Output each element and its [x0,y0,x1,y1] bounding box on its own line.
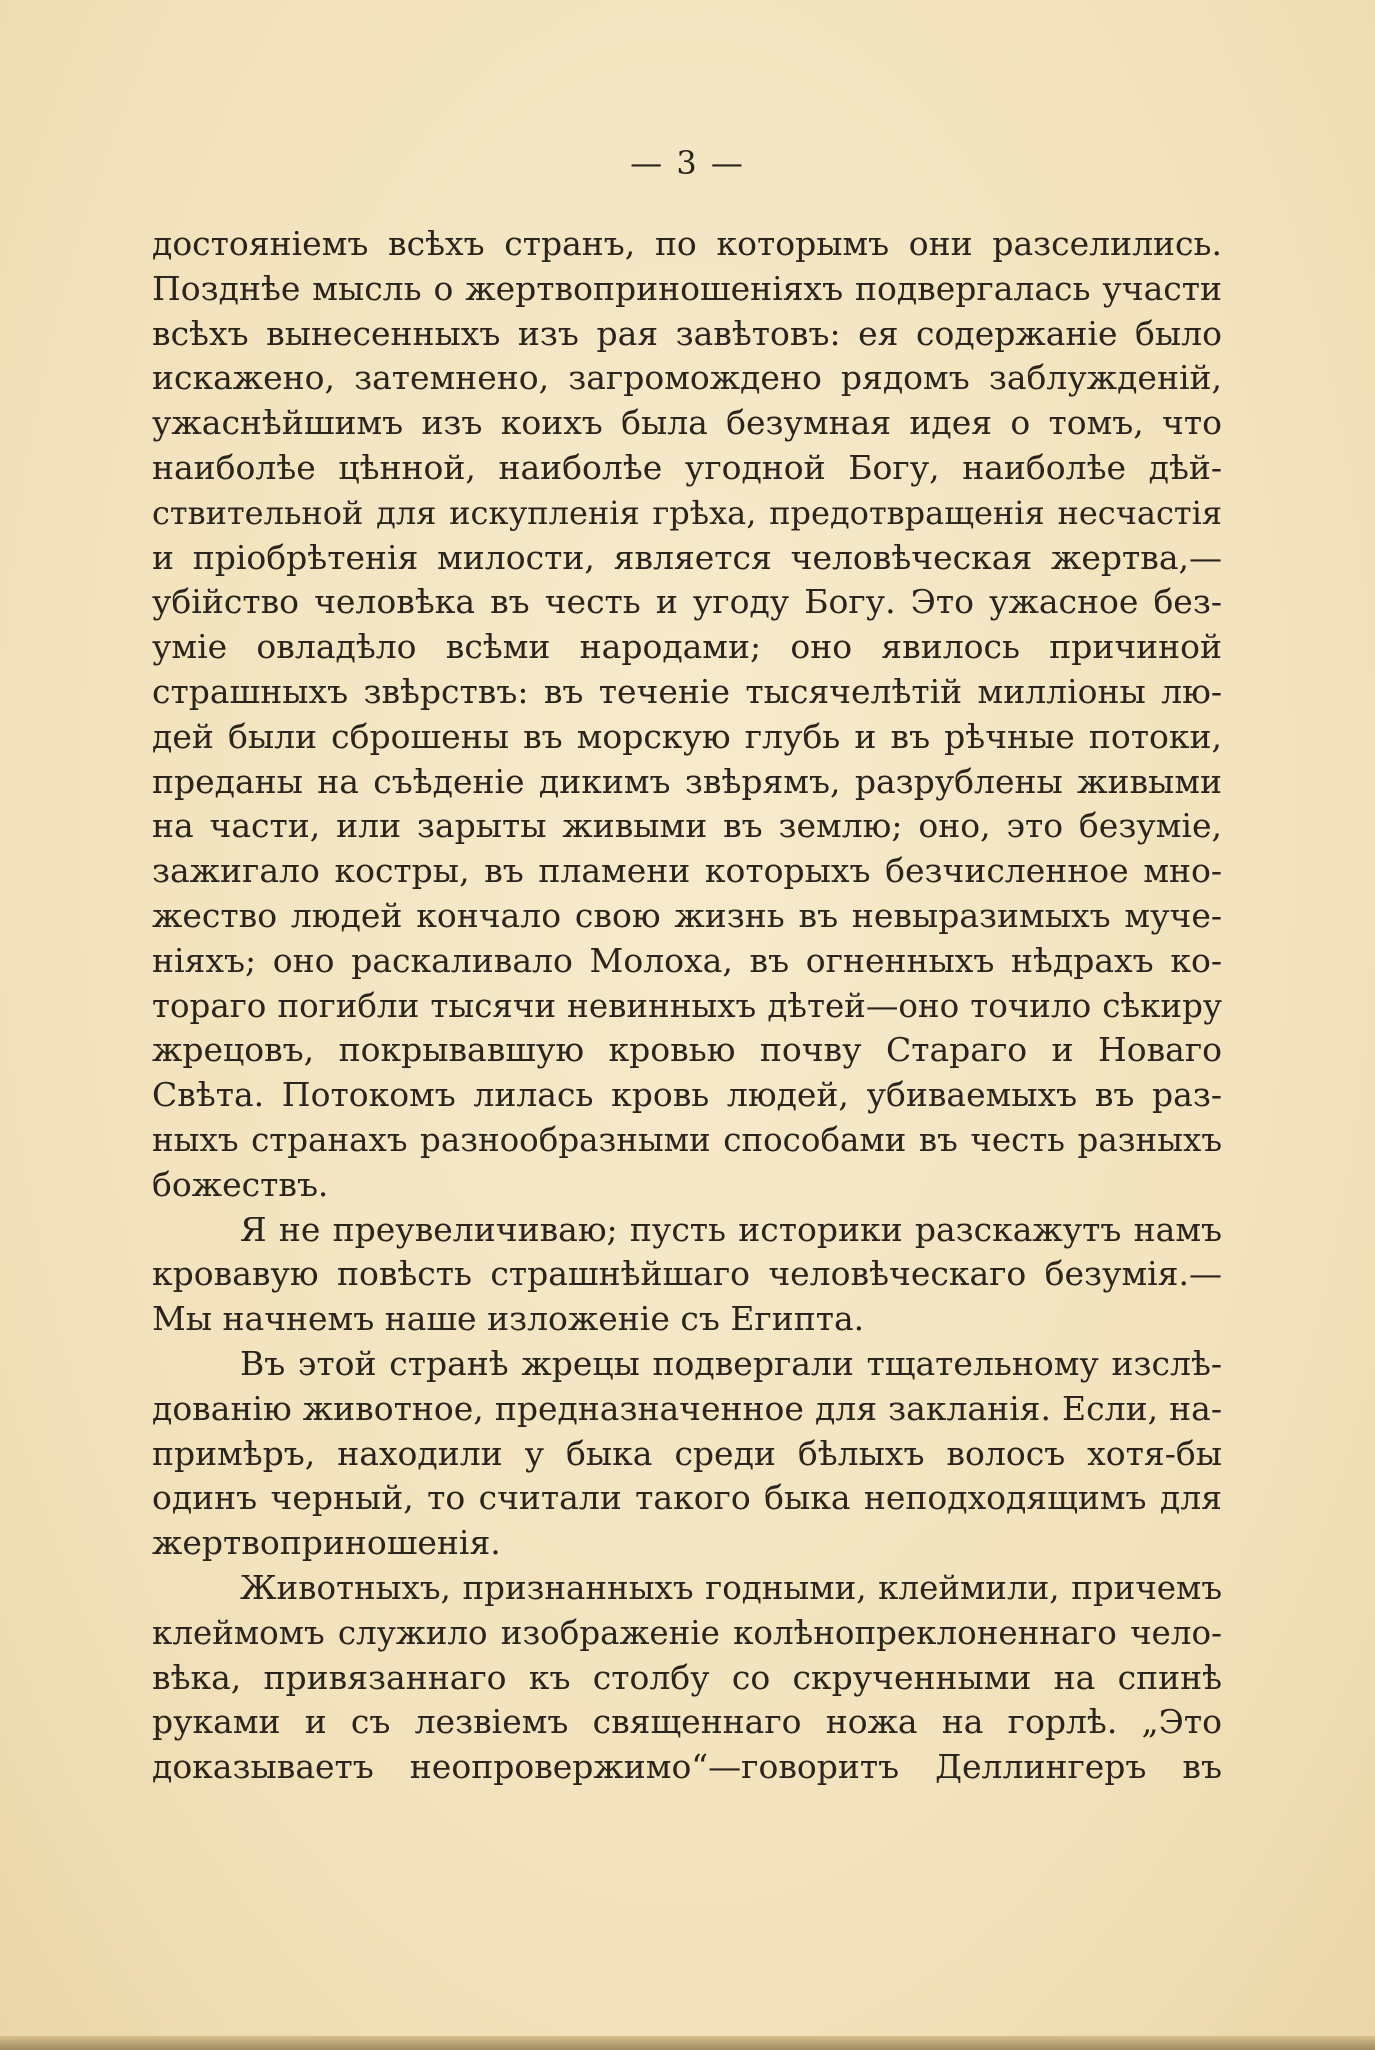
text-line: доказываетъ неопровержимо“—говоритъ Деллингеръ въ [152,1747,1222,1787]
text-line: руками и съ лезвiемъ священнаго ножа на горлѣ. „Это [152,1702,1222,1742]
text-line: Я не преувеличиваю; пусть историки разскажутъ намъ [240,1209,1222,1249]
text-line: дей были сброшены въ морскую глубь и въ рѣчные потоки, [152,716,1222,756]
text-line: жертвоприношенiя. [152,1523,501,1563]
page-number: — 3 — [630,144,745,182]
text-line: дованiю животное, предназначенное для закланiя. Если, на- [152,1388,1222,1428]
text-line: искажено, затемнено, загромождено рядомъ заблужденiй, [152,358,1222,398]
body-text [152,222,1222,1790]
text-line: жество людей кончало свою жизнь въ невыразимыхъ муче- [152,895,1222,935]
text-line: ствительной для искупленiя грѣха, предотвращенiя несчастiя [152,493,1222,532]
text-line: страшныхъ звѣрствъ: въ теченiе тысячелѣтiй миллiоны лю- [152,671,1222,711]
text-line: вѣка, привязаннаго къ столбу со скрученными на спинѣ [152,1657,1222,1697]
text-line: Въ этой странѣ жрецы подвергали тщательному изслѣ- [240,1343,1222,1383]
text-line: убiйство человѣка въ честь и угоду Богу. Это ужасное без- [152,582,1222,622]
text-line: Позднѣе мысль о жертвоприношенiяхъ подвергалась участи [152,268,1222,308]
text-line: Животныхъ, признанныхъ годными, клеймили, причемъ [240,1568,1222,1607]
text-line: ужаснѣйшимъ изъ коихъ была безумная идея о томъ, что [152,403,1222,443]
text-line: наиболѣе цѣнной, наиболѣе угодной Богу, наиболѣе дѣй- [152,447,1222,487]
text-line: тораго погибли тысячи невинныхъ дѣтей—оно точило сѣкиру [152,986,1222,1025]
text-line: одинъ черный, то считали такого быка неподходящимъ для [152,1478,1222,1518]
text-line: кровавую повѣсть страшнѣйшаго человѣческаго безумiя.— [152,1254,1222,1294]
text-line: нiяхъ; оно раскаливало Молоха, въ огненныхъ нѣдрахъ ко- [152,940,1222,980]
text-line: Свѣта. Потокомъ лилась кровь людей, убиваемыхъ въ раз- [152,1075,1222,1115]
text-line: жрецовъ, покрывавшую кровью почву Стараго и Новаго [152,1030,1222,1070]
text-line: всѣхъ вынесенныхъ изъ рая завѣтовъ: ея содержанiе было [152,313,1222,353]
text-line: примѣръ, находили у быка среди бѣлыхъ волосъ хотя-бы [152,1433,1222,1473]
text-line: умiе овладѣло всѣми народами; оно явилось причиной [152,627,1222,667]
text-line: зажигало костры, въ пламени которыхъ безчисленное мно- [152,851,1222,891]
text-line: Мы начнемъ наше изложенiе съ Египта. [152,1299,865,1339]
text-line: преданы на съѣденiе дикимъ звѣрямъ, разрублены живыми [152,761,1222,801]
text-line: достоянiемъ всѣхъ странъ, по которымъ они разселились. [152,224,1222,263]
text-line: божествъ. [152,1164,329,1204]
text-line: на части, или зарыты живыми въ землю; оно, это безумiе, [152,806,1222,846]
text-line: клеймомъ служило изображенiе колѣнопреклоненнаго чело- [152,1613,1222,1652]
page-bottom-edge [0,2036,1375,2050]
text-line: ныхъ странахъ разнообразными способами въ честь разныхъ [152,1120,1222,1159]
text-line: и прiобрѣтенiя милости, является человѣческая жертва,— [152,537,1222,577]
